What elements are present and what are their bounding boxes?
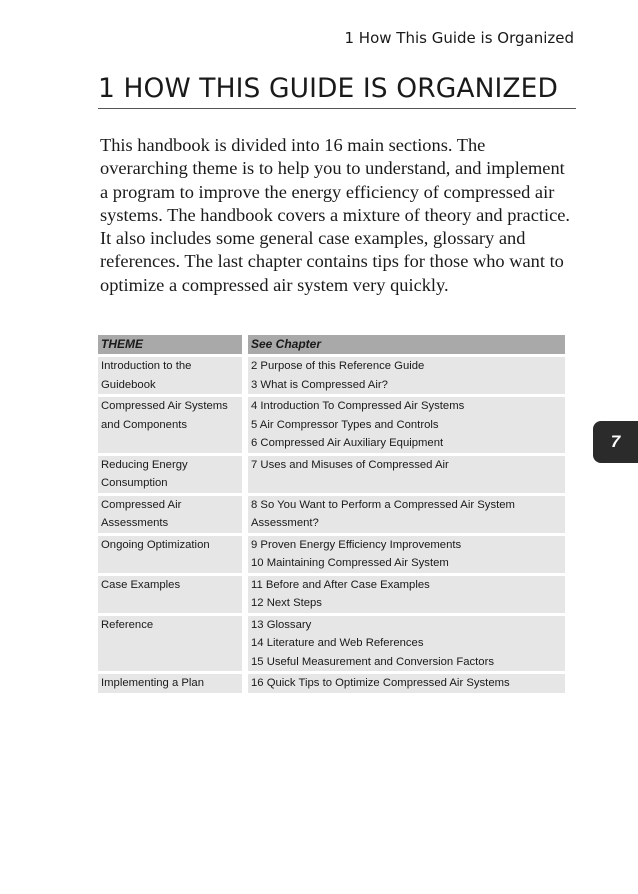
chapter-entry: 11 Before and After Case Examples bbox=[251, 578, 430, 591]
chapter-entry: 2 Purpose of this Reference Guide bbox=[251, 360, 425, 372]
table-row bbox=[98, 536, 565, 573]
row-theme: Implementing a Plan bbox=[98, 674, 242, 693]
chapter-entry: 3 What is Compressed Air? bbox=[251, 378, 388, 391]
chapter-entry: 9 Proven Energy Efficiency Improvements bbox=[251, 538, 462, 551]
row-theme: Ongoing Optimization bbox=[98, 536, 242, 573]
chapter-entry: 12 Next Steps bbox=[251, 597, 322, 609]
chapter-title: 1 HOW THIS GUIDE IS ORGANIZED bbox=[98, 73, 576, 109]
row-theme: Compressed Air Assessments bbox=[98, 496, 242, 533]
row-chapters bbox=[248, 357, 565, 394]
chapter-entry: 7 Uses and Misuses of Compressed Air bbox=[251, 458, 449, 471]
chapter-entry: 6 Compressed Air Auxiliary Equipment bbox=[251, 437, 444, 449]
row-chapters bbox=[248, 616, 565, 672]
row-chapters bbox=[248, 496, 565, 533]
running-header: 1 How This Guide is Organized bbox=[344, 29, 574, 47]
row-chapters bbox=[248, 397, 565, 453]
table-row bbox=[98, 496, 565, 533]
table-row bbox=[98, 397, 565, 453]
row-chapters bbox=[248, 456, 565, 493]
intro-paragraph: This handbook is divided into 16 main sections. The overarching theme is to help you to understand, and implement a program to improve the energy efficiency of compressed air systems. The handbook covers a mixture of theory and practice. It also includes some general case examples, glossary and references. The last chapter contains tips for those who want to optimize a compressed air system very quickly. bbox=[100, 135, 571, 295]
row-chapters bbox=[248, 674, 565, 693]
theme-chapter-table bbox=[98, 332, 565, 696]
table-row bbox=[98, 357, 565, 394]
header-see-chapter: See Chapter bbox=[248, 335, 565, 354]
chapter-entry: 16 Quick Tips to Optimize Compressed Air Systems bbox=[251, 677, 510, 689]
table-body bbox=[98, 357, 565, 693]
chapter-entry: 5 Air Compressor Types and Controls bbox=[251, 418, 439, 431]
chapter-entry: Assessment? bbox=[251, 517, 319, 529]
table-header-row bbox=[98, 335, 565, 354]
chapter-entry: 10 Maintaining Compressed Air System bbox=[251, 557, 449, 569]
chapter-entry: 15 Useful Measurement and Conversion Factors bbox=[251, 655, 494, 668]
chapter-entry: 4 Introduction To Compressed Air Systems bbox=[251, 400, 465, 412]
row-chapters bbox=[248, 536, 565, 573]
table-row bbox=[98, 674, 565, 693]
row-theme: Introduction to the Guidebook bbox=[98, 357, 242, 394]
row-chapters bbox=[248, 576, 565, 613]
chapter-entry: 13 Glossary bbox=[251, 618, 312, 631]
row-theme: Reference bbox=[98, 616, 242, 672]
chapter-entry: 8 So You Want to Perform a Compressed Air System bbox=[251, 498, 515, 511]
row-theme: Case Examples bbox=[98, 576, 242, 613]
row-theme: Compressed Air Systems and Components bbox=[98, 397, 242, 453]
chapter-tab-marker bbox=[593, 421, 638, 463]
table-row bbox=[98, 576, 565, 613]
row-theme: Reducing Energy Consumption bbox=[98, 456, 242, 493]
header-theme: THEME bbox=[98, 335, 242, 354]
chapter-tab-number: 7 bbox=[610, 432, 621, 451]
table-row bbox=[98, 456, 565, 493]
chapter-entry: 14 Literature and Web References bbox=[251, 637, 424, 649]
table-row bbox=[98, 616, 565, 672]
